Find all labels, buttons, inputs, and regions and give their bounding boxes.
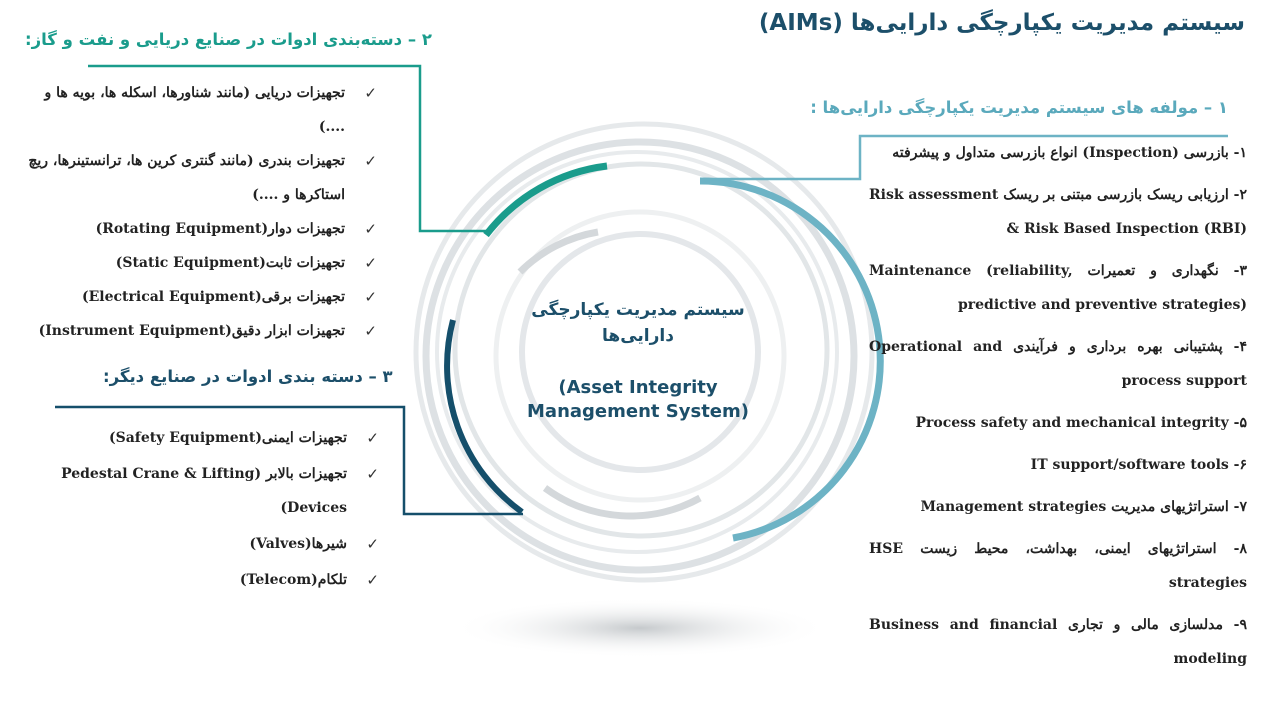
list-item: ۹- مدلسازی مالی و تجاری Business and financial modeling (869, 617, 1247, 667)
list-item: ۷- استراتژیهای مدیریت Management strategies (920, 499, 1247, 515)
list-item-text: تجهیزات دریایی (مانند شناورها، اسکله ها، بویه ها و ....) (44, 85, 345, 135)
list-item (17, 246, 377, 280)
check-icon: ✓ (364, 288, 377, 306)
list-item: ۴- پشتیبانی بهره برداری و فرآیندی Operational and process support (869, 339, 1247, 389)
section2-heading: ۲ – دسته‌بندی ادوات در صنایع دریایی و نفت و گاز: (25, 30, 432, 49)
list-item (17, 212, 377, 246)
check-icon: ✓ (366, 571, 379, 589)
list-item-text: تجهیزات بندری (مانند گنتری کرین ها، ترانستینرها، ریچ استاکرها و ....) (28, 153, 345, 203)
list-item-text: شیرها(Valves) (249, 536, 347, 552)
list-item (24, 563, 379, 597)
section1-heading: ۱ – مولفه های سیستم مدیریت یکپارچگی دارایی‌ها : (810, 98, 1228, 117)
center-title-fa: سیستم مدیریت یکپارچگی دارایی‌ها (531, 300, 745, 346)
gray-ring-inner (522, 234, 758, 470)
ring-shadow (450, 598, 830, 658)
check-icon: ✓ (364, 322, 377, 340)
list-item: ۶- IT support/software tools (1030, 457, 1247, 473)
list-item: ۸- استراتژیهای ایمنی، بهداشت، محیط زیست HSE strategies (869, 541, 1247, 591)
list-item (17, 76, 377, 144)
list-item: ۵- Process safety and mechanical integrity (915, 415, 1247, 431)
list-item-text: تجهیزات دوار(Rotating Equipment) (95, 221, 345, 237)
section3-list (24, 421, 379, 599)
section3-heading: ۳ – دسته بندی ادوات در صنایع دیگر: (103, 367, 393, 386)
list-item-text: تجهیزات ایمنی(Safety Equipment) (108, 430, 347, 446)
list-item (24, 457, 379, 525)
check-icon: ✓ (364, 152, 377, 170)
check-icon: ✓ (364, 84, 377, 102)
check-icon: ✓ (364, 220, 377, 238)
list-item (17, 144, 377, 212)
list-item (17, 280, 377, 314)
section1-list (869, 136, 1247, 684)
section2-list (17, 76, 377, 348)
list-item-text: تلکام(Telecom) (239, 572, 347, 588)
center-title-en: (Asset Integrity Management System) (527, 377, 749, 422)
check-icon: ✓ (366, 465, 379, 483)
page-title: سیستم مدیریت یکپارچگی دارایی‌ها (AIMs) (758, 10, 1245, 36)
list-item (24, 421, 379, 455)
list-item (24, 527, 379, 561)
list-item: ۲- ارزیابی ریسک بازرسی مبتنی بر ریسک Risk assessment & Risk Based Inspection (RBI) (869, 187, 1248, 237)
gray-ring-4 (455, 164, 827, 536)
check-icon: ✓ (364, 254, 377, 272)
list-item: ۱- بازرسی (Inspection) انواع بازرسی متداول و پیشرفته (892, 145, 1247, 161)
list-item (17, 314, 377, 348)
list-item-text: تجهیزات بالابر (Pedestal Crane & Lifting Devices) (61, 466, 347, 516)
list-item: ۳- نگهداری و تعمیرات Maintenance (reliability, predictive and preventive strategies) (869, 263, 1247, 313)
check-icon: ✓ (366, 429, 379, 447)
check-icon: ✓ (366, 535, 379, 553)
arc-inner-gray-bottom (545, 488, 700, 516)
list-item-text: تجهیزات ثابت(Static Equipment) (115, 255, 345, 271)
list-item-text: تجهیزات ابزار دقیق(Instrument Equipment) (38, 323, 345, 339)
list-item-text: تجهیزات برقی(Electrical Equipment) (82, 289, 345, 305)
